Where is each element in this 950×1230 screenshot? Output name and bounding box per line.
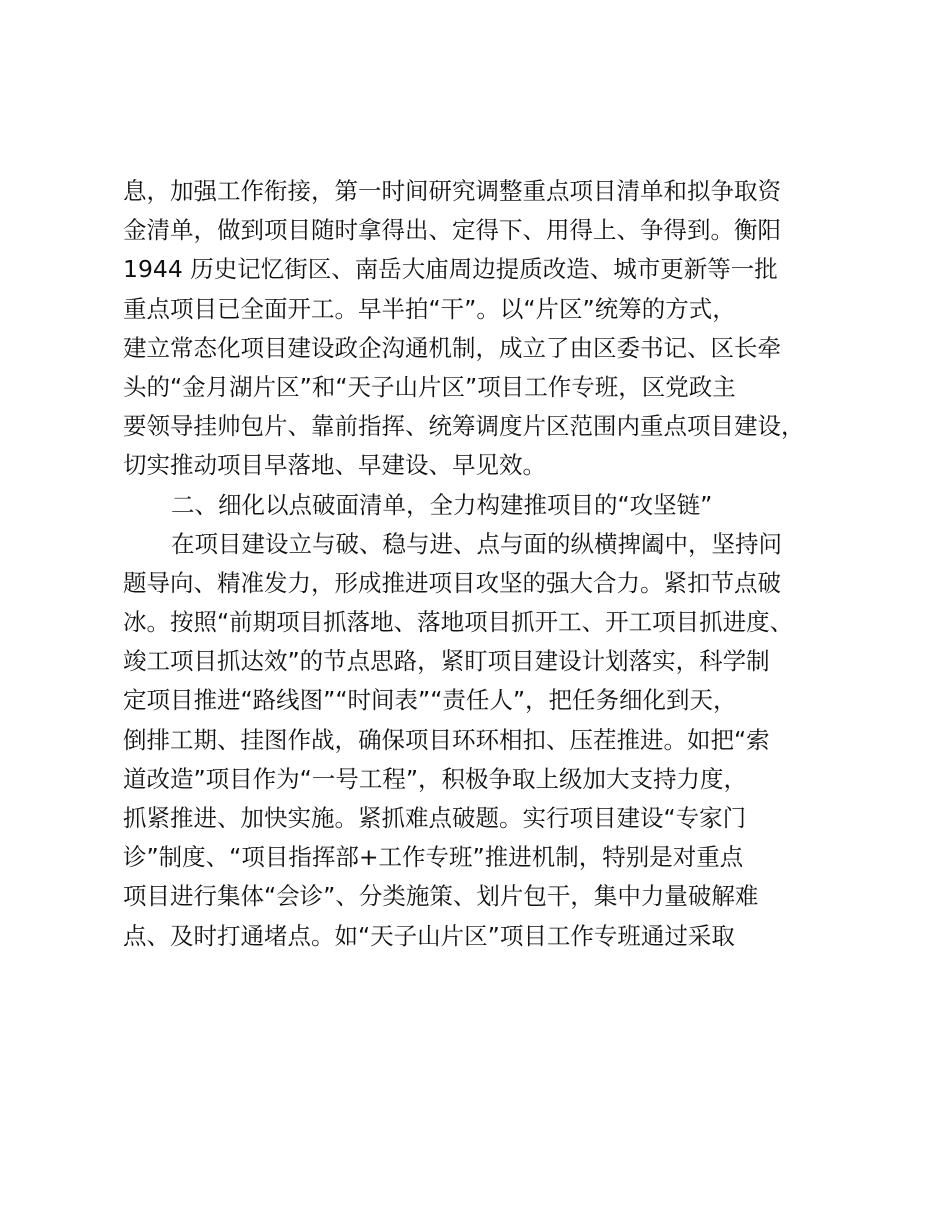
paragraph-line: 建立常态化项目建设政企沟通机制，成立了由区委书记、区长牵 [123,333,781,362]
paragraph-line: 金清单，做到项目随时拿得出、定得下、用得上、争得到。衡阳 [123,216,781,245]
paragraph-line: 点、及时打通堵点。如“天子山片区”项目工作专班通过采取 [123,921,735,950]
paragraph-line: 头的“金月湖片区”和“天子山片区”项目工作专班，区党政主 [123,372,736,401]
paragraph-line: 项目进行集体“会诊”、分类施策、划片包干，集中力量破解难 [123,882,759,911]
paragraph-line: 在项目建设立与破、稳与进、点与面的纵横捭阖中，坚持问 [171,529,782,558]
paragraph-line: 竣工项目抓达效”的节点思路，紧盯项目建设计划落实，科学制 [123,647,770,676]
paragraph-line: 抓紧推进、加快实施。紧抓难点破题。实行项目建设“专家门 [123,804,747,832]
paragraph-line: 重点项目已全面开工。早半拍“干”。以“片区”统筹的方式， [123,294,736,323]
paragraph-line: 冰。按照“前期项目抓落地、落地项目抓开工、开工项目抓进度、 [123,608,794,637]
paragraph-line: 切实推动项目早落地、早建设、早见效。 [123,451,546,480]
paragraph-line: 1944 历史记忆街区、南岳大庙周边提质改造、城市更新等一批 [123,255,778,284]
paragraph-line: 诊”制度、“项目指挥部+工作专班”推进机制，特别是对重点 [123,843,744,872]
paragraph-line: 要领导挂帅包片、靠前指挥、统筹调度片区范围内重点项目建设， [123,412,805,441]
paragraph-line: 息，加强工作衔接，第一时间研究调整重点项目清单和拟争取资 [123,177,781,205]
paragraph-line: 题导向、精准发力，形成推进项目攻坚的强大合力。紧扣节点破 [123,568,781,597]
section-heading: 二、细化以点破面清单，全力构建推项目的“攻坚链” [171,490,713,519]
paragraph-line: 道改造”项目作为“一号工程”，积极争取上级加大支持力度， [123,764,748,793]
paragraph-line: 倒排工期、挂图作战，确保项目环环相扣、压茬推进。如把“索 [123,725,770,754]
body-text [123,172,843,956]
paragraph-line: 定项目推进“路线图”“时间表”“责任人”，把任务细化到天， [123,686,737,715]
